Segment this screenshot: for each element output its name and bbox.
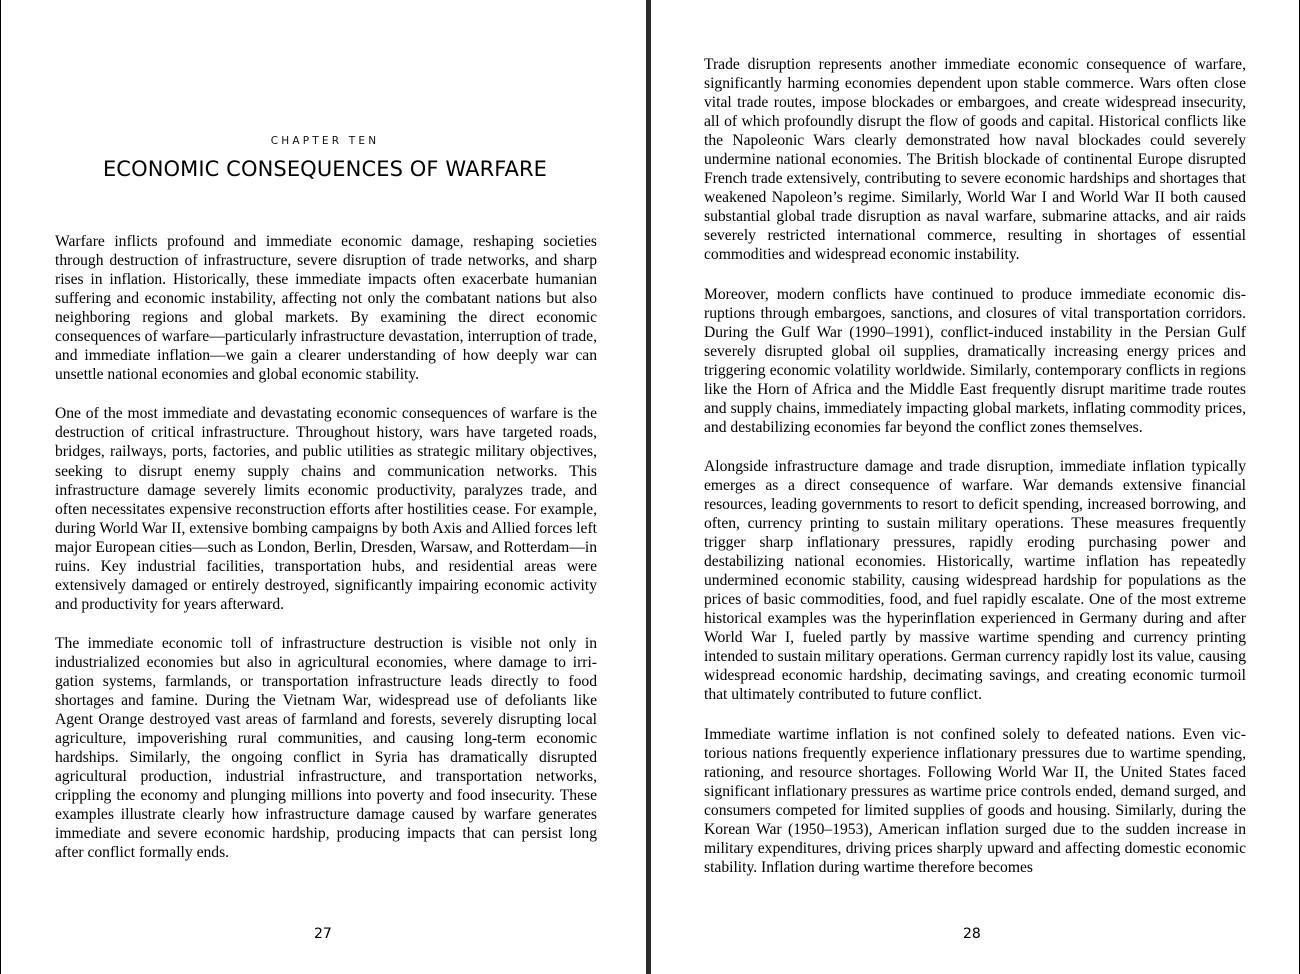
paragraph: One of the most immediate and devastating economic consequences of warfare is the destruction of critical infrastructure. Throughout history, wars have targeted roads, bridges, railways, ports, factories, and public utilities as strategic military objectives, seeking to disrupt enemy supply chains and communication networks. This infrastructure damage severely limits economic productivity, paralyzes trade, and often necessitates expensive reconstruction efforts after hostilities cease. For example, during World War II, extensive bombing campaigns by both Axis and Allied forces left major European cities—such as London, Berlin, Dresden, Warsaw, and Rotterdam—in ruins. Key industrial facilities, transportation hubs, and residential areas were extensively damaged or entirely destroyed, significantly impairing economic activity and productivity for years afterward.: [55, 405, 597, 613]
paragraph: Immediate wartime inflation is not confined solely to defeated nations. Even victorious nations frequently experience inflationary pressures due to wartime spending, rationing, and resource shortages. Following World War II, the United States faced significant inflationary pressures as wartime price controls ended, demand surged, and consumers competed for limited supplies of goods and housing. Similarly, during the Korean War (1950–1953), American inflation surged due to the sudden increase in military expenditures, driving prices sharply upward and affecting domestic economic stability. Inflation during wartime therefore becomes: [704, 725, 1246, 876]
page-number: 27: [314, 926, 332, 942]
left-page-body: [55, 232, 597, 882]
paragraph: The immediate economic toll of infrastructure destruction is visible not only in industrialized economies but also in agricultural economies, where damage to irrigation systems, farmlands, or transportation infrastructure leads directly to food shortages and famine. During the Vietnam War, widespread use of defoliants like Agent Orange destroyed vast areas of farmland and forests, severely disrupting local agriculture, impoverishing rural communities, and causing long-term economic hardships. Similarly, the ongoing conflict in Syria has dramatically disrupted agricultural production, industrial infrastructure, and transportation networks, crippling the economy and plunging millions into poverty and food insecurity. These examples illustrate clearly how infrastructure damage caused by warfare generates immediate and severe economic hardship, producing impacts that can persist long after conflict formally ends.: [55, 634, 597, 862]
page-number: 28: [963, 926, 981, 942]
paragraph: Moreover, modern conflicts have continued to produce immediate economic disruptions through embargoes, sanctions, and closures of vital transportation corridors. During the Gulf War (1990–1991), conflict-induced instability in the Persian Gulf severely disrupted global oil supplies, dramatically increasing energy prices and triggering economic volatility worldwide. Similarly, contemporary conflicts in regions like the Horn of Africa and the Middle East frequently disrupt maritime trade routes and supply chains, immediately impacting global markets, inflating commodity prices, and destabilizing economies far beyond the conflict zones themselves.: [704, 285, 1246, 436]
chapter-title: ECONOMIC CONSEQUENCES OF WARFARE: [102, 157, 548, 181]
page-divider: [646, 0, 651, 974]
paragraph: Alongside infrastructure damage and trade disruption, immediate inflation typically emerges as a direct consequence of warfare. War demands extensive financial resources, leading governments to resort to deficit spending, increased borrowing, and often, currency printing to sustain military operations. These measures frequently trigger sharp inflationary pressures, rapidly eroding purchasing power and destabilizing national economies. Historically, wartime inflation has repeatedly undermined economic stability, causing widespread hardship for populations as the prices of basic commodities, food, and fuel rapidly escalate. One of the most extreme historical examples was the hyperinflation experienced in Germany during and after World War I, fueled partly by massive wartime spending and currency printing intended to sustain military operations. German currency rapidly lost its value, causing widespread economic hardship, decimating savings, and creating economic turmoil that ultimately contributed to future conflict.: [704, 457, 1246, 704]
paragraph: Warfare inflicts profound and immediate economic damage, reshaping societies through destruction of infrastructure, severe disruption of trade networks, and sharp rises in inflation. Historically, these immediate impacts often exacerbate humanian suffering and economic instability, affecting not only the combatant nations but also neighboring regions and global markets. By examining the direct economic consequences of warfare—particularly infrastructure devastation, interruption of trade, and immediate inflation—we gain a clearer understanding of how deeply war can unsettle national economies and global economic stability.: [55, 233, 597, 384]
left-page: [0, 0, 648, 974]
right-page-body: [704, 55, 1246, 897]
paragraph: Trade disruption represents another immediate economic consequence of warfare, significantly harming economies dependent upon stable commerce. Wars often close vital trade routes, impose blockades or embargoes, and create widespread insecurity, all of which profoundly disrupt the flow of goods and capital. Historical conflicts like the Napoleonic Wars clearly demonstrated how naval blockades could severely undermine national economies. The British blockade of continental Europe disrupted French trade extensively, contributing to severe economic hardships and shortages that weakened Napoleon’s regime. Similarly, World War I and World War II both caused substantial global trade disruption as naval warfare, submarine attacks, and air raids severely restricted international commerce, resulting in shortages of essential commodities and widespread economic instability.: [704, 56, 1246, 264]
chapter-label: CHAPTER TEN: [270, 135, 380, 147]
